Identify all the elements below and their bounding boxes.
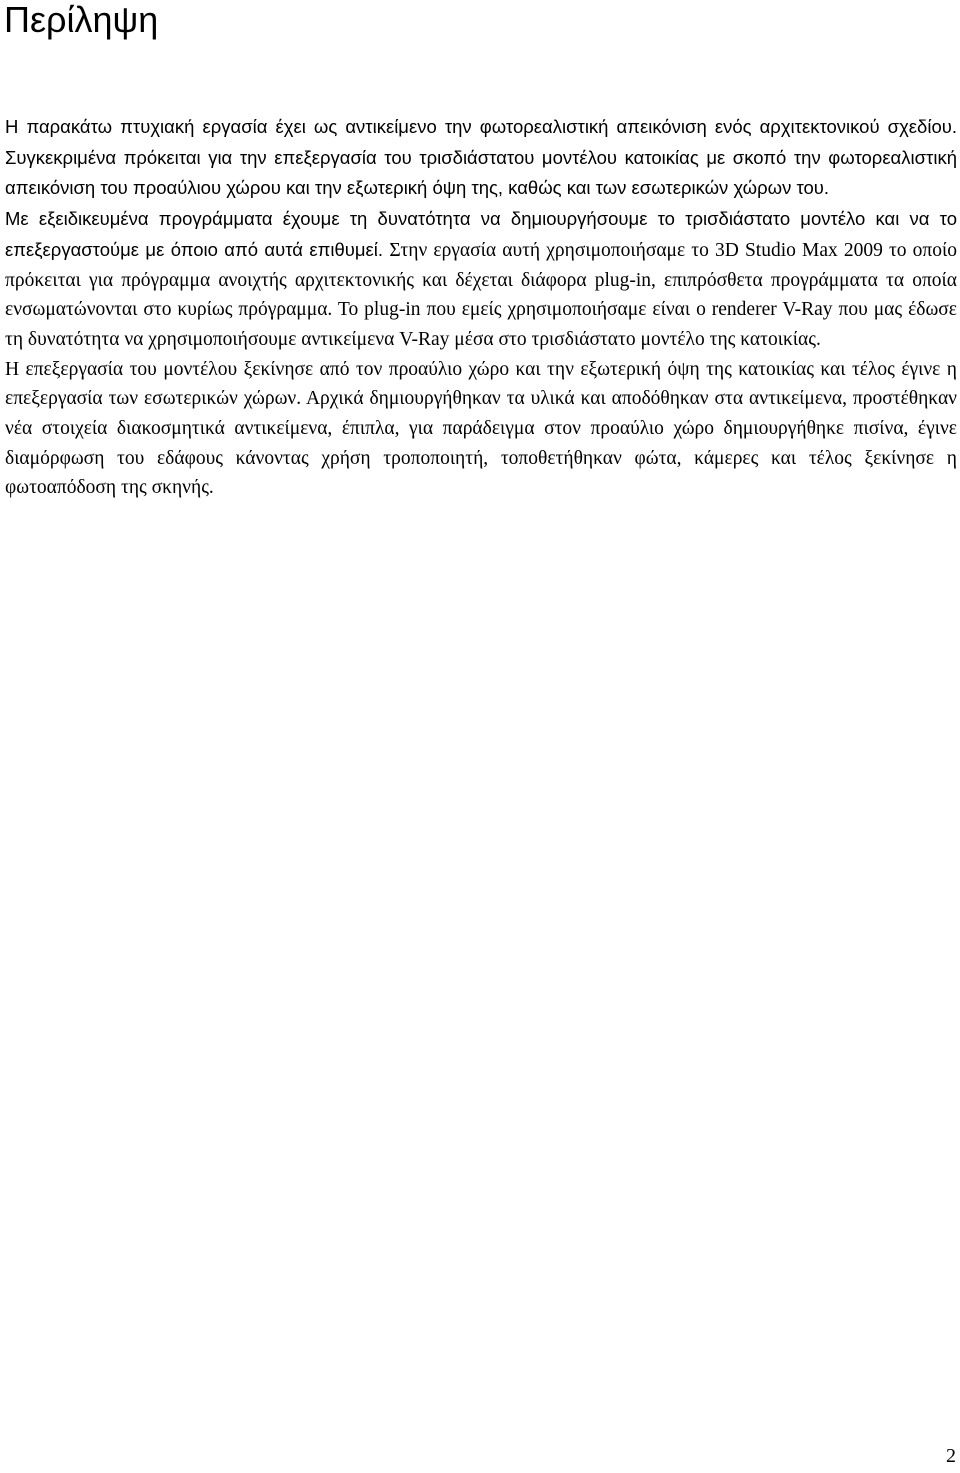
page-title: Περίληψη xyxy=(4,0,159,40)
sentence-serif: Η επεξεργασία του μοντέλου ξεκίνησε από τον προαύλιο χώρο και την εξωτερική όψη της κατοικίας και τέλος έγινε η επεξεργασία των εσωτερικών χώρων. Αρχικά δημιουργήθηκαν τα υλικά και αποδόθηκαν στα αντικείμενα, προστέθηκαν νέα στοιχεία διακοσμητικά αντικείμενα, έπιπλα, για παράδειγμα στον προαύλιο χώρο δημιουργήθηκε πισίνα, έγινε διαμόρφωση του εδάφους κάνοντας χρήση τροποποιητή, τοποθετήθηκαν φώτα, κάμερες και τέλος ξεκίνησε η φωτοαπόδοση της σκηνής. xyxy=(5,358,957,499)
paragraph-intro xyxy=(5,112,957,204)
paragraph-process xyxy=(5,355,957,504)
sentence-sans: Συγκεκριμένα πρόκειται για την επεξεργασία του τρισδιάστατου μοντέλου κατοικίας με σκοπό την φωτορεαλιστική απεικόνιση του προαύλιου χώρου και την εξωτερική όψη της, καθώς και των εσωτερικών χώρων του. xyxy=(5,146,957,199)
page-number: 2 xyxy=(946,1445,956,1467)
abstract-body xyxy=(5,112,957,503)
sentence-sans: Με εξειδικευμένα προγράμματα έχουμε τη δυνατότητα να δημιουργήσουμε το τρισδιάστατο μοντέλο και να το επεξεργαστούμε με όποιο από αυτά επιθυμεί. xyxy=(5,208,957,260)
sentence-serif: Στην εργασία αυτή χρησιμοποιήσαμε το 3D Studio Max 2009 το οποίο πρόκειται για πρόγραμμα ανοιχτής αρχιτεκτονικής και δέχεται διάφορα plug-in, επιπρόσθετα προγράμματα τα οποία ενσωματώνονται στο κυρίως πρόγραμμα. Το plug-in που εμείς χρησιμοποιήσαμε είναι ο renderer V-Ray που μας έδωσε τη δυνατότητα να χρησιμοποιήσουμε αντικείμενα V-Ray μέσα στο τρισδιάστατο μοντέλο της κατοικίας. xyxy=(5,239,958,350)
sentence-sans: Η παρακάτω πτυχιακή εργασία έχει ως αντικείμενο την φωτορεαλιστική απεικόνιση ενός αρχιτεκτονικού σχεδίου. xyxy=(5,116,957,137)
paragraph-software xyxy=(5,204,957,355)
